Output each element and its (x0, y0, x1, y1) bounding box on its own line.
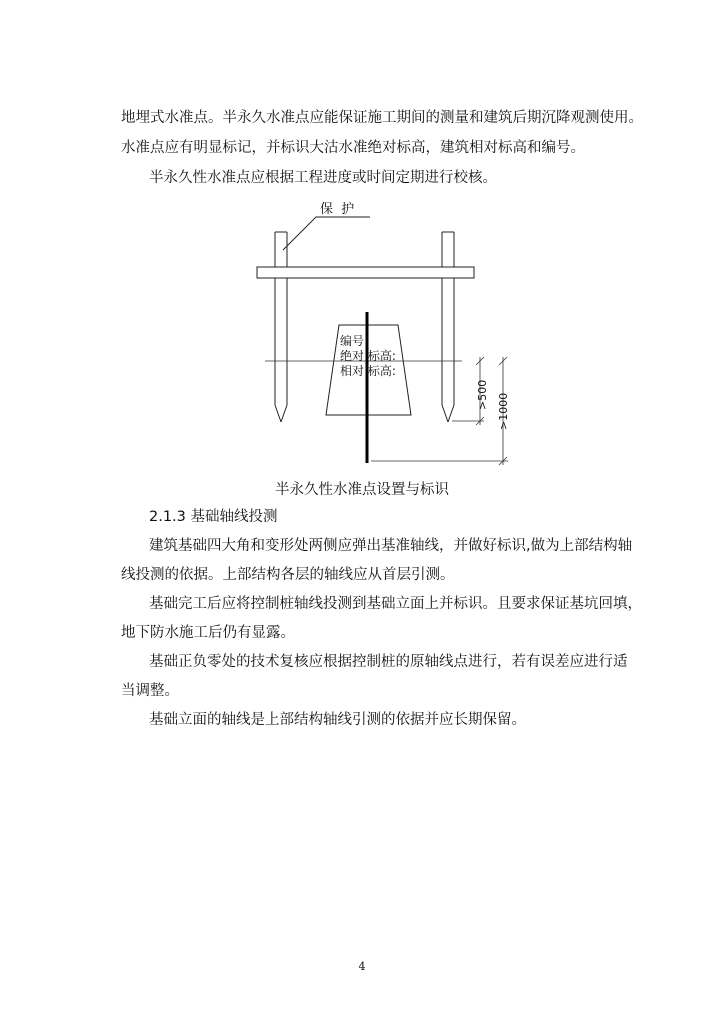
section-heading: 2.1.3 基础轴线投测 (149, 509, 278, 525)
paragraph-line: 地下防水施工后仍有显露。 (121, 625, 295, 641)
dimension-500 (452, 357, 489, 425)
code-label: 编号 (340, 334, 365, 348)
paragraph-line: 基础完工后应将控制桩轴线投测到基础立面上并标识。且要求保证基坑回填， (149, 596, 642, 612)
paragraph-line: 半永久性水准点应根据工程进度或时间定期进行校核。 (149, 170, 497, 186)
protect-label: 保 护 (320, 202, 355, 217)
paragraph-line: 基础立面的轴线是上部结构轴线引测的依据并应长期保留。 (149, 712, 526, 728)
left-stake (275, 232, 287, 422)
right-stake (442, 232, 454, 422)
protection-rail (257, 267, 474, 278)
paragraph-line: 当调整。 (121, 683, 179, 699)
svg-text:>1000: >1000 (497, 392, 510, 430)
absolute-elevation-label: 绝对 标高: (340, 349, 396, 363)
svg-text:>500: >500 (476, 379, 489, 410)
benchmark-diagram (0, 195, 724, 475)
paragraph-line: 地埋式水准点。半永久水准点应能保证施工期间的测量和建筑后期沉降观测使用。 (121, 110, 643, 126)
relative-elevation-label: 相对 标高: (340, 364, 396, 378)
protect-leader-line (283, 217, 370, 250)
paragraph-line: 建筑基础四大角和变形处两侧应弹出基准轴线，并做好标识,做为上部结构轴 (149, 538, 633, 554)
paragraph-line: 基础正负零处的技术复核应根据控制桩的原轴线点进行，若有误差应进行适 (149, 654, 628, 670)
paragraph-line: 线投测的依据。上部结构各层的轴线应从首层引测。 (121, 567, 455, 583)
figure-caption: 半永久性水准点设置与标识 (275, 482, 449, 498)
paragraph-line: 水准点应有明显标记，并标识大沽水准绝对标高，建筑相对标高和编号。 (121, 140, 585, 156)
page-number: 4 (358, 960, 366, 973)
